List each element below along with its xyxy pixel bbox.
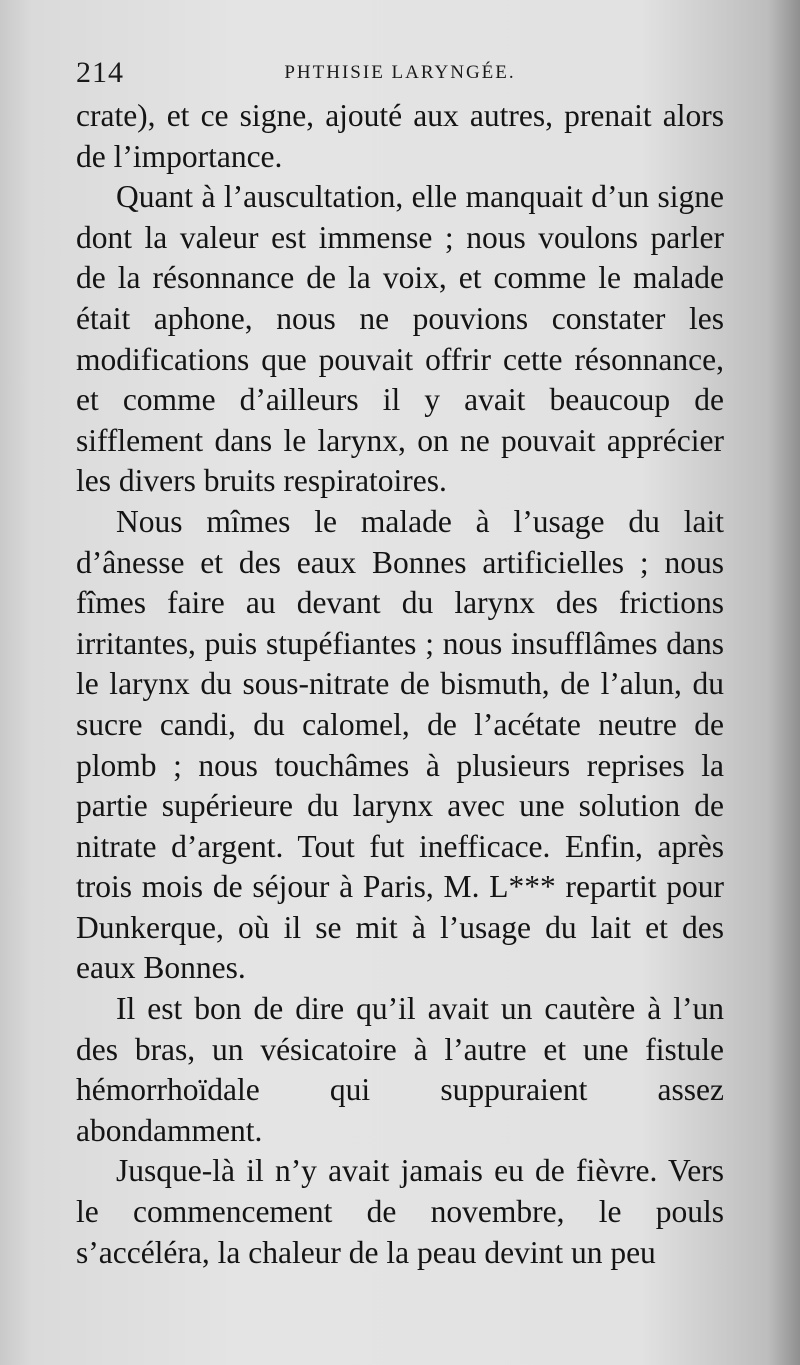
paragraph-continuation: crate), et ce signe, ajouté aux autres, prenait alors de l’importance. [76, 98, 724, 174]
paragraph-fievre: Jusque-là il n’y avait jamais eu de fièvre. Vers le commencement de novembre, le pouls s’accéléra, la chaleur de la peau devint un peu [76, 1153, 724, 1270]
body-text [76, 96, 724, 1273]
paragraph-cautere: Il est bon de dire qu’il avait un cautère à l’un des bras, un vésicatoire à l’autre et une fistule hémorrhoïdale qui suppuraient assez abondamment. [76, 991, 724, 1148]
running-title: PHTHISIE LARYNGÉE. [284, 62, 516, 83]
paragraph-treatment: Nous mîmes le malade à l’usage du lait d’ânesse et des eaux Bonnes artificielles ; nous fîmes faire au devant du larynx des frictions irritantes, puis stupéfiantes ; nous insufflâmes dans le larynx du sous-nitrate de bismuth, de l’alun, du sucre candi, du calomel, de l’acétate neutre de plomb ; nous touchâmes à plusieurs reprises la partie supérieure du larynx avec une solution de nitrate d’argent. Tout fut inefficace. Enfin, après trois mois de séjour à Paris, M. L*** repartit pour Dunkerque, où il se mit à l’usage du lait et des eaux Bonnes. [76, 503, 724, 986]
paragraph-auscultation: Quant à l’auscultation, elle manquait d’un signe dont la valeur est immense ; nous voulons parler de la résonnance de la voix, et comme le malade était aphone, nous ne pouvions constater les modifications que pouvait offrir cette résonnance, et comme d’ailleurs il y avait beaucoup de sifflement dans le larynx, on ne pouvait apprécier les divers bruits respiratoires. [76, 179, 724, 499]
page-header [76, 56, 724, 92]
page-number: 214 [76, 56, 124, 89]
